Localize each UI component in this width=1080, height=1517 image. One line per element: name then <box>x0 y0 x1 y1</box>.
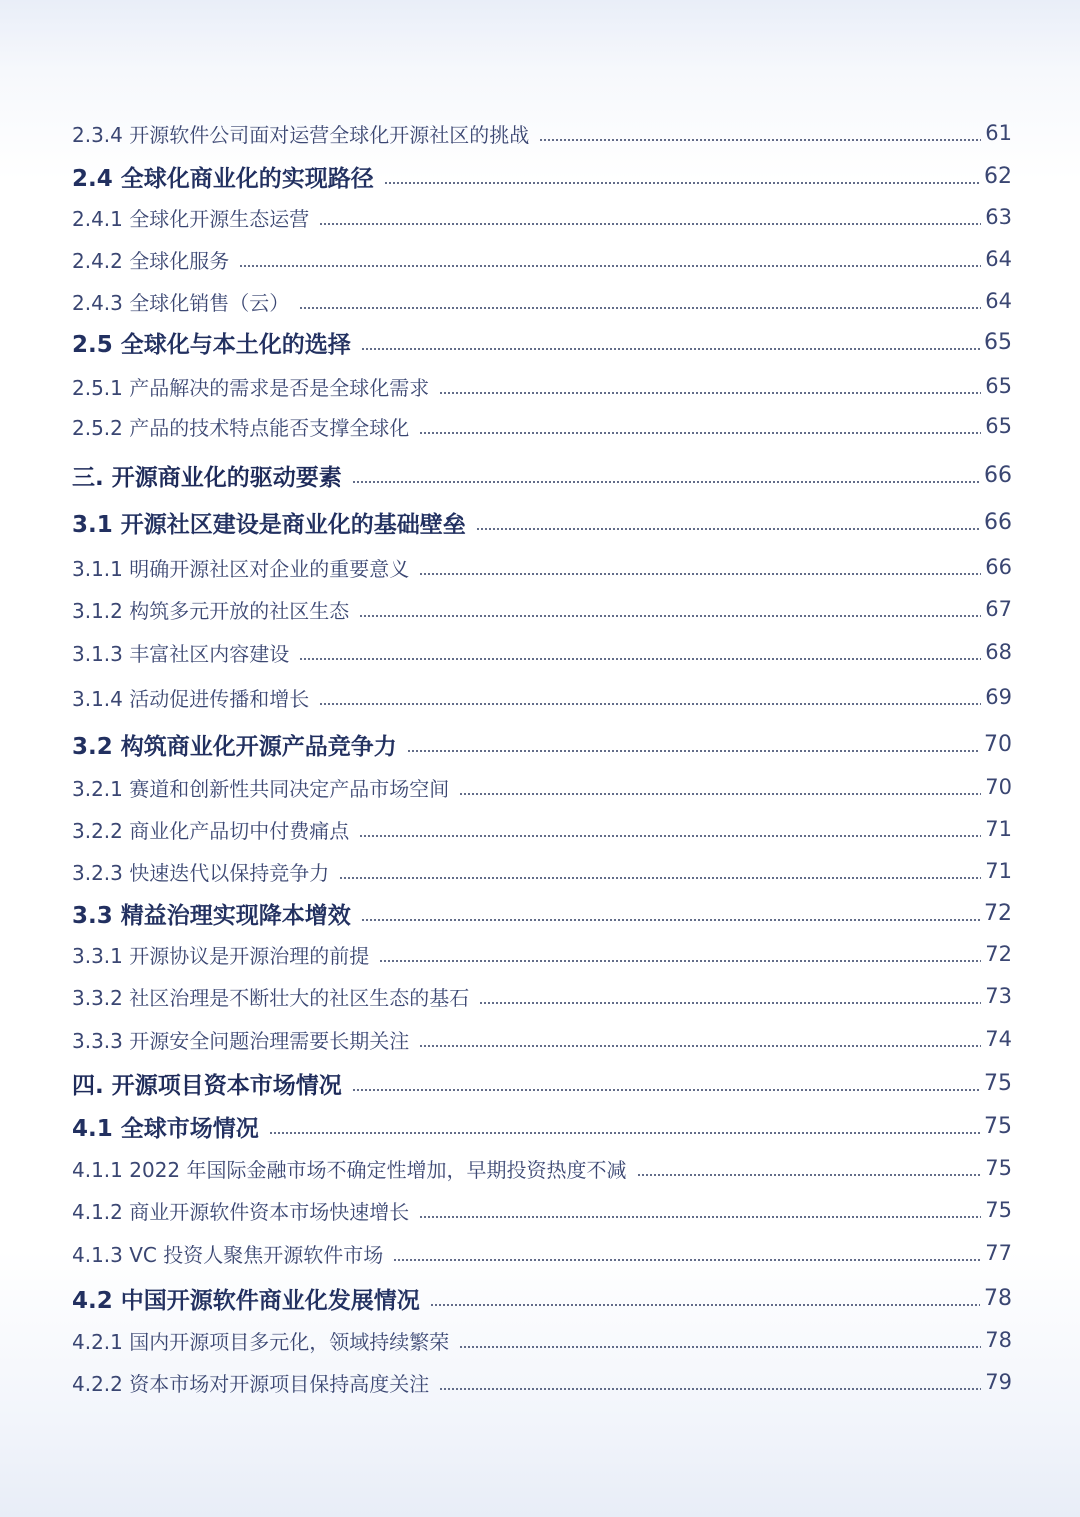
dot-leader <box>319 222 981 226</box>
toc-entry-page-number: 68 <box>985 640 1012 664</box>
toc-entry-page-number: 62 <box>984 163 1012 189</box>
toc-entry-page-number: 67 <box>985 597 1012 621</box>
toc-entry[interactable] <box>72 505 1012 539</box>
toc-entry-title: 3.3 精益治理实现降本增效 <box>72 902 351 929</box>
toc-entry[interactable] <box>72 159 1012 193</box>
toc-entry[interactable] <box>72 937 1012 971</box>
toc-entry-page-number: 65 <box>985 374 1012 398</box>
toc-entry-page-number: 71 <box>985 817 1012 841</box>
toc-entry-title: 3.2 构筑商业化开源产品竞争力 <box>72 733 397 760</box>
toc-entry-page-number: 65 <box>984 329 1012 355</box>
toc-entry-page-number: 77 <box>985 1241 1012 1265</box>
toc-entry-page-number: 79 <box>985 1370 1012 1394</box>
toc-entry[interactable] <box>72 854 1012 888</box>
toc-entry-title: 3.1 开源社区建设是商业化的基础壁垒 <box>72 511 466 538</box>
dot-leader <box>299 657 981 661</box>
toc-entry-title: 四. 开源项目资本市场情况 <box>72 1072 342 1099</box>
toc-entry-page-number: 75 <box>985 1156 1012 1180</box>
dot-leader <box>352 1088 980 1092</box>
toc-entry-title: 3.1.2 构筑多元开放的社区生态 <box>72 598 350 623</box>
toc-entry-title: 3.1.3 丰富社区内容建设 <box>72 641 290 666</box>
toc-entry-title: 3.3.2 社区治理是不断壮大的社区生态的基石 <box>72 985 470 1010</box>
toc-entry-page-number: 72 <box>985 942 1012 966</box>
toc-entry[interactable] <box>72 242 1012 276</box>
toc-entry-title: 2.4.3 全球化销售（云） <box>72 290 290 315</box>
toc-entry-title: 4.2 中国开源软件商业化发展情况 <box>72 1287 420 1314</box>
dot-leader <box>459 1345 981 1349</box>
dot-leader <box>319 702 981 706</box>
dot-leader <box>419 1215 981 1219</box>
toc-entry-title: 3.1.4 活动促进传播和增长 <box>72 686 310 711</box>
toc-entry-page-number: 75 <box>984 1113 1012 1139</box>
toc-entry-page-number: 64 <box>985 247 1012 271</box>
toc-entry[interactable] <box>72 409 1012 443</box>
toc-entry-title: 3.2.1 赛道和创新性共同决定产品市场空间 <box>72 776 450 801</box>
toc-entry[interactable] <box>72 1022 1012 1056</box>
toc-entry-title: 2.4.1 全球化开源生态运营 <box>72 206 310 231</box>
toc-entry-title: 三. 开源商业化的驱动要素 <box>72 464 342 491</box>
toc-entry-page-number: 75 <box>985 1198 1012 1222</box>
dot-leader <box>359 834 981 838</box>
toc-entry-title: 3.2.2 商业化产品切中付费痛点 <box>72 818 350 843</box>
toc-entry-title: 4.2.2 资本市场对开源项目保持高度关注 <box>72 1371 430 1396</box>
toc-entry[interactable] <box>72 979 1012 1013</box>
dot-leader <box>393 1258 981 1262</box>
toc-entry-page-number: 78 <box>984 1285 1012 1311</box>
toc-entry-title: 2.5 全球化与本土化的选择 <box>72 331 351 358</box>
toc-entry[interactable] <box>72 635 1012 669</box>
toc-entry-page-number: 69 <box>985 685 1012 709</box>
toc-entry[interactable] <box>72 727 1012 761</box>
dot-leader <box>361 347 980 351</box>
toc-entry-page-number: 78 <box>985 1328 1012 1352</box>
toc-entry[interactable] <box>72 1236 1012 1270</box>
toc-entry[interactable] <box>72 458 1012 492</box>
toc-entry-page-number: 61 <box>985 121 1012 145</box>
toc-entry[interactable] <box>72 592 1012 626</box>
toc-entry-page-number: 74 <box>985 1027 1012 1051</box>
toc-entry[interactable] <box>72 284 1012 318</box>
toc-entry-page-number: 66 <box>984 462 1012 488</box>
toc-entry[interactable] <box>72 325 1012 359</box>
dot-leader <box>419 572 981 576</box>
dot-leader <box>299 306 981 310</box>
toc-entry-title: 4.2.1 国内开源项目多元化，领域持续繁荣 <box>72 1329 450 1354</box>
toc-entry-title: 2.5.2 产品的技术特点能否支撑全球化 <box>72 415 410 440</box>
dot-leader <box>239 264 981 268</box>
dot-leader <box>379 959 981 963</box>
toc-entry-title: 2.5.1 产品解决的需求是否是全球化需求 <box>72 375 430 400</box>
toc-entry-title: 3.3.3 开源安全问题治理需要长期关注 <box>72 1028 410 1053</box>
dot-leader <box>439 391 981 395</box>
toc-entry-page-number: 66 <box>985 555 1012 579</box>
dot-leader <box>419 1044 981 1048</box>
toc-entry-page-number: 70 <box>984 731 1012 757</box>
toc-entry[interactable] <box>72 680 1012 714</box>
toc-entry-page-number: 65 <box>985 414 1012 438</box>
toc-entry[interactable] <box>72 116 1012 150</box>
toc-entry[interactable] <box>72 550 1012 584</box>
toc-entry-title: 4.1.3 VC 投资人聚焦开源软件市场 <box>72 1242 384 1267</box>
toc-entry[interactable] <box>72 812 1012 846</box>
toc-entry-page-number: 70 <box>985 775 1012 799</box>
dot-leader <box>476 527 980 531</box>
dot-leader <box>479 1001 981 1005</box>
toc-entry-title: 2.4 全球化商业化的实现路径 <box>72 165 374 192</box>
toc-entry-title: 3.1.1 明确开源社区对企业的重要意义 <box>72 556 410 581</box>
dot-leader <box>459 792 981 796</box>
toc-entry[interactable] <box>72 896 1012 930</box>
dot-leader <box>359 614 981 618</box>
toc-entry-title: 4.1.2 商业开源软件资本市场快速增长 <box>72 1199 410 1224</box>
dot-leader <box>419 431 981 435</box>
toc-entry-title: 4.1 全球市场情况 <box>72 1115 259 1142</box>
dot-leader <box>430 1303 980 1307</box>
toc-entry[interactable] <box>72 1281 1012 1315</box>
toc-entry[interactable] <box>72 1151 1012 1185</box>
toc-entry[interactable] <box>72 1365 1012 1399</box>
dot-leader <box>269 1131 980 1135</box>
toc-entry-title: 2.4.2 全球化服务 <box>72 248 230 273</box>
dot-leader <box>407 749 980 753</box>
toc-entry[interactable] <box>72 1193 1012 1227</box>
toc-entry[interactable] <box>72 1109 1012 1143</box>
toc-entry-page-number: 63 <box>985 205 1012 229</box>
toc-entry[interactable] <box>72 369 1012 403</box>
dot-leader <box>352 480 980 484</box>
dot-leader <box>384 181 980 185</box>
toc-entry-page-number: 73 <box>985 984 1012 1008</box>
dot-leader <box>439 1387 981 1391</box>
toc-entry-title: 4.1.1 2022 年国际金融市场不确定性增加，早期投资热度不减 <box>72 1157 627 1182</box>
toc-entry-page-number: 66 <box>984 509 1012 535</box>
toc-entry[interactable] <box>72 1323 1012 1357</box>
toc-entry-page-number: 72 <box>984 900 1012 926</box>
toc-entry[interactable] <box>72 1066 1012 1100</box>
toc-entry[interactable] <box>72 770 1012 804</box>
toc-entry-page-number: 64 <box>985 289 1012 313</box>
toc-entry-title: 3.2.3 快速迭代以保持竞争力 <box>72 860 330 885</box>
toc-entry[interactable] <box>72 200 1012 234</box>
toc-entry-page-number: 71 <box>985 859 1012 883</box>
toc-entry-page-number: 75 <box>984 1070 1012 1096</box>
dot-leader <box>539 138 981 142</box>
dot-leader <box>339 876 981 880</box>
dot-leader <box>637 1173 982 1177</box>
dot-leader <box>361 918 980 922</box>
toc-entry-title: 2.3.4 开源软件公司面对运营全球化开源社区的挑战 <box>72 122 530 147</box>
toc-entry-title: 3.3.1 开源协议是开源治理的前提 <box>72 943 370 968</box>
